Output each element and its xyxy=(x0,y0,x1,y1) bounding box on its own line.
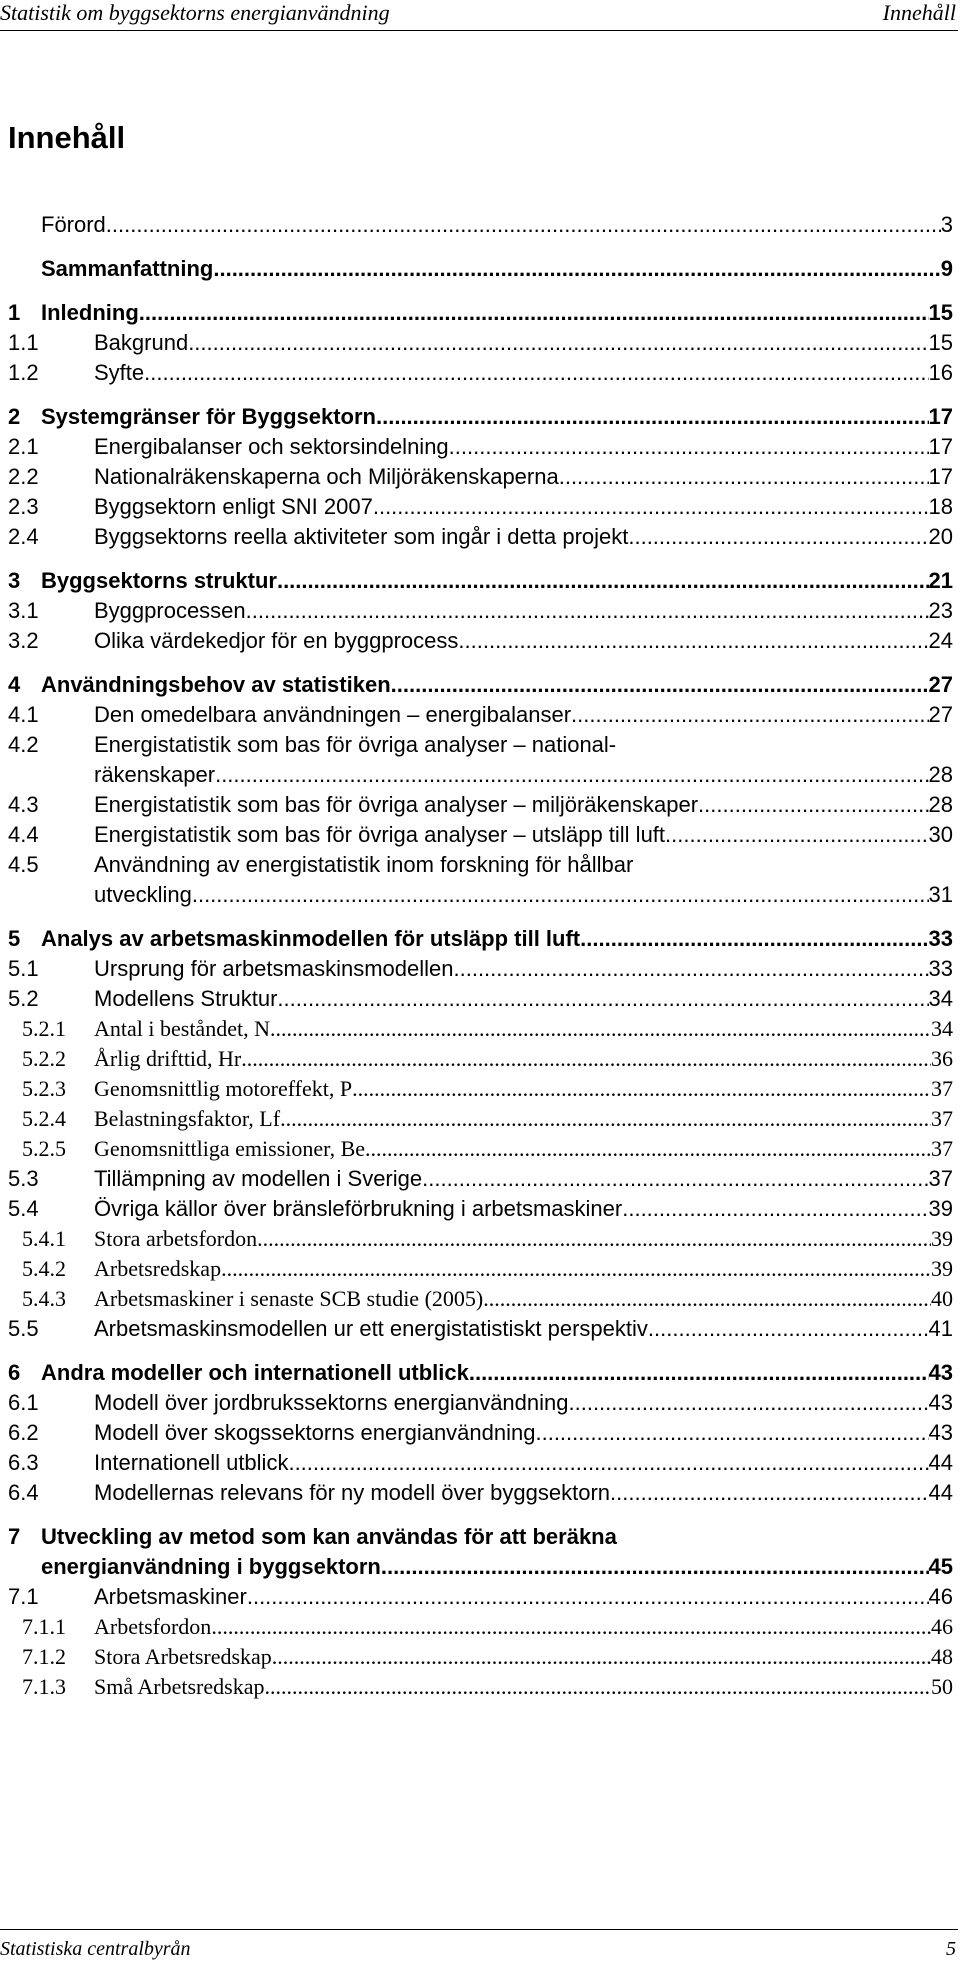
toc-entry-number: 7.1.2 xyxy=(22,1644,66,1669)
toc-entry-number: 2 xyxy=(8,404,21,429)
toc-entry-title: Utveckling av metod som kan användas för att beräkna xyxy=(41,1524,617,1549)
toc-entry-title: Andra modeller och internationell utblick xyxy=(41,1360,469,1385)
toc-entry-page: 50 xyxy=(931,1674,953,1699)
toc-entry-page: 41 xyxy=(928,1316,953,1341)
running-header xyxy=(0,0,958,31)
toc-entry-number: 4 xyxy=(8,672,21,697)
toc-entry[interactable] xyxy=(8,1418,953,1448)
toc-entry[interactable] xyxy=(8,1582,953,1612)
toc-entry-title: Modell över skogssektorns energianvändning xyxy=(94,1420,536,1445)
toc-entry[interactable] xyxy=(8,984,953,1014)
toc-entry[interactable] xyxy=(8,670,953,700)
toc-entry-title: Stora Arbetsredskap xyxy=(94,1644,272,1669)
toc-entry[interactable] xyxy=(8,402,953,432)
toc-entry-page: 33 xyxy=(928,956,953,981)
toc-entry-page: 34 xyxy=(928,986,953,1011)
dot-leader xyxy=(139,298,929,328)
toc-entry-number: 1.1 xyxy=(8,330,39,355)
toc-entry-title: Genomsnittliga emissioner, Be xyxy=(94,1136,366,1161)
toc-entry[interactable] xyxy=(8,790,953,820)
dot-leader xyxy=(422,1164,928,1194)
toc-entry-title: Modellernas relevans för ny modell över byggsektorn xyxy=(94,1480,611,1505)
toc-entry-number: 6.3 xyxy=(8,1450,39,1475)
toc-entry-title: Små Arbetsredskap xyxy=(94,1674,265,1699)
toc-entry-page: 3 xyxy=(940,212,953,237)
toc-entry[interactable] xyxy=(8,1612,953,1642)
toc-entry-number: 5.2 xyxy=(8,986,39,1011)
table-of-contents xyxy=(8,210,953,1702)
dot-leader xyxy=(215,760,928,790)
toc-entry-page: 40 xyxy=(931,1286,953,1311)
toc-entry-page: 17 xyxy=(928,404,953,429)
toc-entry-title: Årlig drifttid, Hr xyxy=(94,1046,242,1071)
dot-leader xyxy=(192,880,929,910)
toc-entry[interactable] xyxy=(8,1224,953,1254)
toc-entry-page: 27 xyxy=(928,702,953,727)
toc-entry-title: Inledning xyxy=(41,300,139,325)
dot-leader xyxy=(277,566,929,596)
toc-entry[interactable] xyxy=(8,254,953,284)
toc-entry-title: Byggsektorn enligt SNI 2007 xyxy=(94,494,373,519)
toc-entry-title: Arbetsmaskiner i senaste SCB studie (2005) xyxy=(94,1286,484,1311)
toc-entry[interactable] xyxy=(8,566,953,596)
toc-entry-title: Internationell utblick xyxy=(94,1450,289,1475)
toc-entry[interactable] xyxy=(8,954,953,984)
toc-entry[interactable] xyxy=(8,1448,953,1478)
toc-entry-number: 4.5 xyxy=(8,852,39,877)
toc-entry-title: Byggsektorns struktur xyxy=(41,568,277,593)
toc-entry-page: 18 xyxy=(928,494,953,519)
dot-leader xyxy=(610,1478,928,1508)
dot-leader xyxy=(272,1642,931,1672)
toc-entry-title: Syfte xyxy=(94,360,145,385)
toc-entry-page: 9 xyxy=(940,256,953,281)
toc-entry-number: 7 xyxy=(8,1524,21,1549)
toc-entry-page: 28 xyxy=(928,762,953,787)
toc-entry-page: 39 xyxy=(928,1196,953,1221)
dot-leader xyxy=(144,358,928,388)
toc-entry[interactable] xyxy=(8,492,953,522)
dot-leader xyxy=(288,1448,928,1478)
toc-entry-title: Energistatistik som bas för övriga analyser – miljöräkenskaper xyxy=(94,792,699,817)
dot-leader xyxy=(458,626,928,656)
dot-leader xyxy=(391,670,929,700)
dot-leader xyxy=(469,1358,929,1388)
toc-entry-page: 17 xyxy=(928,434,953,459)
toc-entry-number: 5.3 xyxy=(8,1166,39,1191)
toc-entry-page: 24 xyxy=(928,628,953,653)
toc-entry-number: 5.4.1 xyxy=(22,1226,66,1251)
toc-entry-page: 31 xyxy=(928,882,953,907)
toc-entry-title: Arbetsfordon xyxy=(94,1614,212,1639)
dot-leader xyxy=(454,954,929,984)
toc-entry[interactable] xyxy=(8,1284,953,1314)
toc-entry-page: 27 xyxy=(928,672,953,697)
toc-entry-page: 43 xyxy=(928,1360,953,1385)
dot-leader xyxy=(373,492,929,522)
toc-entry-number: 2.3 xyxy=(8,494,39,519)
toc-entry-page: 48 xyxy=(931,1644,953,1669)
header-section-name: Innehåll xyxy=(882,0,956,25)
toc-entry[interactable] xyxy=(8,1478,953,1508)
toc-entry[interactable] xyxy=(8,850,953,910)
toc-entry-number: 4.3 xyxy=(8,792,39,817)
toc-entry[interactable] xyxy=(8,328,953,358)
toc-entry-title: Analys av arbetsmaskinmodellen för utsläpp till luft xyxy=(41,926,581,951)
toc-entry-page: 33 xyxy=(928,926,953,951)
toc-entry-page: 43 xyxy=(928,1390,953,1415)
dot-leader xyxy=(211,1612,931,1642)
toc-entry-page: 20 xyxy=(928,524,953,549)
dot-leader xyxy=(535,1418,928,1448)
toc-entry-title: Nationalräkenskaperna och Miljöräkenskaperna xyxy=(94,464,559,489)
toc-entry-page: 37 xyxy=(931,1136,953,1161)
toc-entry-number: 6.1 xyxy=(8,1390,39,1415)
toc-entry-title: Systemgränser för Byggsektorn xyxy=(41,404,376,429)
toc-entry-number: 6.2 xyxy=(8,1420,39,1445)
toc-entry-number: 6 xyxy=(8,1360,21,1385)
toc-entry-number: 7.1.1 xyxy=(22,1614,66,1639)
toc-entry[interactable] xyxy=(8,1074,953,1104)
dot-leader xyxy=(221,1254,931,1284)
toc-entry[interactable] xyxy=(8,298,953,328)
toc-entry-page: 45 xyxy=(928,1554,953,1579)
toc-entry[interactable] xyxy=(8,700,953,730)
toc-entry-page: 15 xyxy=(928,330,953,355)
toc-entry-page: 36 xyxy=(931,1046,953,1071)
toc-entry-title: Energibalanser och sektorsindelning xyxy=(94,434,449,459)
toc-entry-page: 46 xyxy=(928,1584,953,1609)
toc-entry-title: Antal i beståndet, N xyxy=(94,1016,270,1041)
toc-entry-page: 23 xyxy=(928,598,953,623)
toc-entry-number: 5.1 xyxy=(8,956,39,981)
toc-entry-number: 3.1 xyxy=(8,598,39,623)
dot-leader xyxy=(246,596,929,626)
toc-entry[interactable] xyxy=(8,462,953,492)
dot-leader xyxy=(247,1582,929,1612)
toc-entry-title-continued: räkenskaper xyxy=(94,762,216,787)
dot-leader xyxy=(483,1284,931,1314)
toc-entry-title: Belastningsfaktor, Lf xyxy=(94,1106,281,1131)
toc-entry-title: Stora arbetsfordon xyxy=(94,1226,258,1251)
toc-entry-page: 37 xyxy=(931,1106,953,1131)
toc-entry-title: Byggprocessen xyxy=(94,598,246,623)
dot-leader xyxy=(270,1014,931,1044)
toc-entry[interactable] xyxy=(8,820,953,850)
toc-entry[interactable] xyxy=(8,924,953,954)
dot-leader xyxy=(264,1672,931,1702)
toc-entry-title: Genomsnittlig motoreffekt, P xyxy=(94,1076,353,1101)
toc-entry[interactable] xyxy=(8,596,953,626)
toc-entry-number: 6.4 xyxy=(8,1480,39,1505)
dot-leader xyxy=(365,1134,931,1164)
toc-entry-page: 34 xyxy=(931,1016,953,1041)
dot-leader xyxy=(559,462,929,492)
toc-entry-page: 15 xyxy=(928,300,953,325)
toc-entry-page: 28 xyxy=(928,792,953,817)
dot-leader xyxy=(352,1074,931,1104)
toc-entry[interactable] xyxy=(8,1358,953,1388)
toc-entry-number: 2.4 xyxy=(8,524,39,549)
dot-leader xyxy=(571,700,928,730)
toc-entry-title: Ursprung för arbetsmaskinsmodellen xyxy=(94,956,454,981)
dot-leader xyxy=(277,984,928,1014)
toc-entry-title: Arbetsredskap xyxy=(94,1256,222,1281)
dot-leader xyxy=(580,924,928,954)
toc-entry-title: Modell över jordbrukssektorns energianvändning xyxy=(94,1390,569,1415)
toc-entry-number: 4.1 xyxy=(8,702,39,727)
toc-entry-number: 5.2.4 xyxy=(22,1106,66,1131)
toc-entry-page: 30 xyxy=(928,822,953,847)
toc-entry-page: 37 xyxy=(928,1166,953,1191)
toc-entry-page: 21 xyxy=(928,568,953,593)
toc-entry[interactable] xyxy=(8,1044,953,1074)
toc-entry-page: 39 xyxy=(931,1226,953,1251)
toc-entry[interactable] xyxy=(8,1254,953,1284)
toc-entry[interactable] xyxy=(8,1672,953,1702)
dot-leader xyxy=(213,254,940,284)
toc-entry-title: Användningsbehov av statistiken xyxy=(41,672,391,697)
toc-entry-page: 37 xyxy=(931,1076,953,1101)
toc-entry-title-continued: energianvändning i byggsektorn xyxy=(41,1554,381,1579)
toc-entry-page: 39 xyxy=(931,1256,953,1281)
toc-entry-number: 4.2 xyxy=(8,732,39,757)
dot-leader xyxy=(698,790,928,820)
toc-entry-number: 5.2.1 xyxy=(22,1016,66,1041)
toc-entry-number: 5.2.2 xyxy=(22,1046,66,1071)
toc-entry-number: 2.2 xyxy=(8,464,39,489)
toc-entry-number: 4.4 xyxy=(8,822,39,847)
toc-entry-page: 44 xyxy=(928,1480,953,1505)
toc-entry-number: 2.1 xyxy=(8,434,39,459)
toc-entry[interactable] xyxy=(8,1522,953,1582)
toc-entry[interactable] xyxy=(8,1194,953,1224)
running-footer xyxy=(0,1929,958,1962)
footer-publisher: Statistiska centralbyrån xyxy=(0,1938,191,1960)
dot-leader xyxy=(628,522,928,552)
toc-entry-number: 1 xyxy=(8,300,21,325)
toc-entry-page: 17 xyxy=(928,464,953,489)
toc-entry[interactable] xyxy=(8,358,953,388)
toc-entry-title-continued: utveckling xyxy=(94,882,192,907)
toc-entry[interactable] xyxy=(8,1164,953,1194)
header-document-title: Statistik om byggsektorns energianvändning xyxy=(0,0,390,25)
dot-leader xyxy=(188,328,928,358)
toc-entry-title: Tillämpning av modellen i Sverige xyxy=(94,1166,423,1191)
dot-leader xyxy=(665,820,928,850)
toc-entry-title: Sammanfattning xyxy=(41,256,214,281)
dot-leader xyxy=(381,1552,929,1582)
toc-entry-page: 16 xyxy=(928,360,953,385)
toc-entry-title: Övriga källor över bränsleförbrukning i arbetsmaskiner xyxy=(94,1196,623,1221)
toc-entry-title: Arbetsmaskinsmodellen ur ett energistatistiskt perspektiv xyxy=(94,1316,648,1341)
toc-entry[interactable] xyxy=(8,1314,953,1344)
dot-leader xyxy=(106,210,941,240)
toc-entry-title: Den omedelbara användningen – energibalanser xyxy=(94,702,572,727)
toc-entry[interactable] xyxy=(8,1134,953,1164)
dot-leader xyxy=(449,432,929,462)
toc-entry[interactable] xyxy=(8,210,953,240)
toc-entry-number: 5.4 xyxy=(8,1196,39,1221)
toc-entry-number: 3.2 xyxy=(8,628,39,653)
toc-entry-title: Förord xyxy=(41,212,106,237)
toc-entry-number: 5.5 xyxy=(8,1316,39,1341)
toc-entry-title: Bakgrund xyxy=(94,330,189,355)
toc-entry-number: 1.2 xyxy=(8,360,39,385)
toc-entry-number: 5.4.2 xyxy=(22,1256,66,1281)
toc-entry-number: 5.2.3 xyxy=(22,1076,66,1101)
toc-entry-number: 5 xyxy=(8,926,21,951)
toc-entry[interactable] xyxy=(8,1014,953,1044)
toc-entry-number: 5.4.3 xyxy=(22,1286,66,1311)
toc-entry-number: 7.1.3 xyxy=(22,1674,66,1699)
toc-entry-title: Energistatistik som bas för övriga analyser – national- xyxy=(94,732,617,757)
toc-entry[interactable] xyxy=(8,730,953,790)
dot-leader xyxy=(280,1104,931,1134)
dot-leader xyxy=(241,1044,931,1074)
toc-entry[interactable] xyxy=(8,432,953,462)
toc-entry-page: 46 xyxy=(931,1614,953,1639)
toc-entry-title: Byggsektorns reella aktiviteter som ingår i detta projekt xyxy=(94,524,629,549)
toc-entry-title: Olika värdekedjor för en byggprocess xyxy=(94,628,459,653)
toc-entry-title: Användning av energistatistik inom forskning för hållbar xyxy=(94,852,634,877)
dot-leader xyxy=(257,1224,931,1254)
toc-entry-page: 44 xyxy=(928,1450,953,1475)
toc-entry-number: 7.1 xyxy=(8,1584,39,1609)
dot-leader xyxy=(622,1194,928,1224)
toc-entry-page: 43 xyxy=(928,1420,953,1445)
toc-entry-title: Modellens Struktur xyxy=(94,986,278,1011)
toc-entry-number: 3 xyxy=(8,568,21,593)
footer-page-number: 5 xyxy=(946,1938,956,1960)
toc-heading: Innehåll xyxy=(8,120,126,155)
toc-entry[interactable] xyxy=(8,522,953,552)
dot-leader xyxy=(648,1314,929,1344)
toc-entry[interactable] xyxy=(8,1388,953,1418)
toc-entry-number: 5.2.5 xyxy=(22,1136,66,1161)
toc-entry-title: Arbetsmaskiner xyxy=(94,1584,247,1609)
toc-entry[interactable] xyxy=(8,626,953,656)
dot-leader xyxy=(569,1388,929,1418)
toc-entry[interactable] xyxy=(8,1104,953,1134)
toc-entry-title: Energistatistik som bas för övriga analyser – utsläpp till luft xyxy=(94,822,666,847)
toc-entry[interactable] xyxy=(8,1642,953,1672)
dot-leader xyxy=(376,402,929,432)
